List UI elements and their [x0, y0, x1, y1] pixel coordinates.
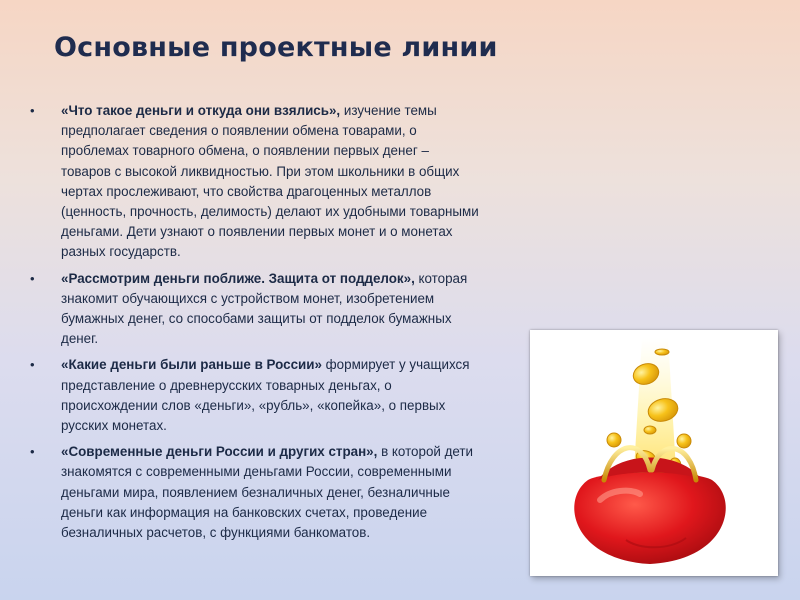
bullet-heading: «Современные деньги России и других стран»,: [61, 444, 378, 460]
bullet-text: изучение темы предполагает сведения о появлении обмена товарами, о проблемах товарного обмена, о появлении первых денег – товаров с высокой ликвидностью. При этом школьники в общих чертах прослеживают, что свойства драгоценных металлов (ценность, прочность, делимость) делают их удобными товарными деньгами. Дети узнают о появлении первых монет и о монетах разных государств.: [61, 103, 479, 260]
bullet-heading: «Что такое деньги и откуда они взялись»,: [61, 103, 341, 118]
bullet-heading: «Рассмотрим деньги поближе. Защита от подделок»,: [61, 270, 415, 286]
bullet-marker: •: [30, 357, 35, 373]
list-item: [30, 355, 480, 436]
coin: [644, 426, 656, 434]
bullet-marker: •: [30, 103, 35, 118]
bullet-text: формирует у учащихся представление о древнерусских товарных деньгах, о происхождении слов «деньги», «рубль», «копейка», о первых русских монетах.: [61, 357, 470, 434]
clasp-knob: [677, 434, 691, 448]
purse-with-falling-coins-icon: [530, 330, 778, 576]
coin: [655, 349, 669, 355]
list-item: [30, 442, 480, 543]
bullet-list: [30, 101, 480, 549]
bullet-marker: •: [30, 444, 35, 460]
slide-title: Основные проектные линии: [54, 32, 498, 63]
purse-body: [574, 473, 725, 565]
bullet-text: в которой дети знакомятся с современными деньгами России, современными деньгами мира, появлением безналичных денег, безналичные деньги как информация на банковских счетах, проведение безналичных расчетов, с функциями банкоматов.: [61, 444, 474, 541]
list-item: [30, 101, 480, 263]
bullet-heading: «Какие деньги были раньше в России»: [61, 357, 322, 373]
bullet-text: которая знакомит обучающихся с устройством монет, изобретением бумажных денег, со способами защиты от подделок бумажных денег.: [61, 270, 468, 347]
list-item: [30, 269, 480, 350]
clasp-knob: [607, 433, 621, 447]
illustration-frame: [530, 330, 778, 576]
bullet-marker: •: [30, 270, 35, 286]
